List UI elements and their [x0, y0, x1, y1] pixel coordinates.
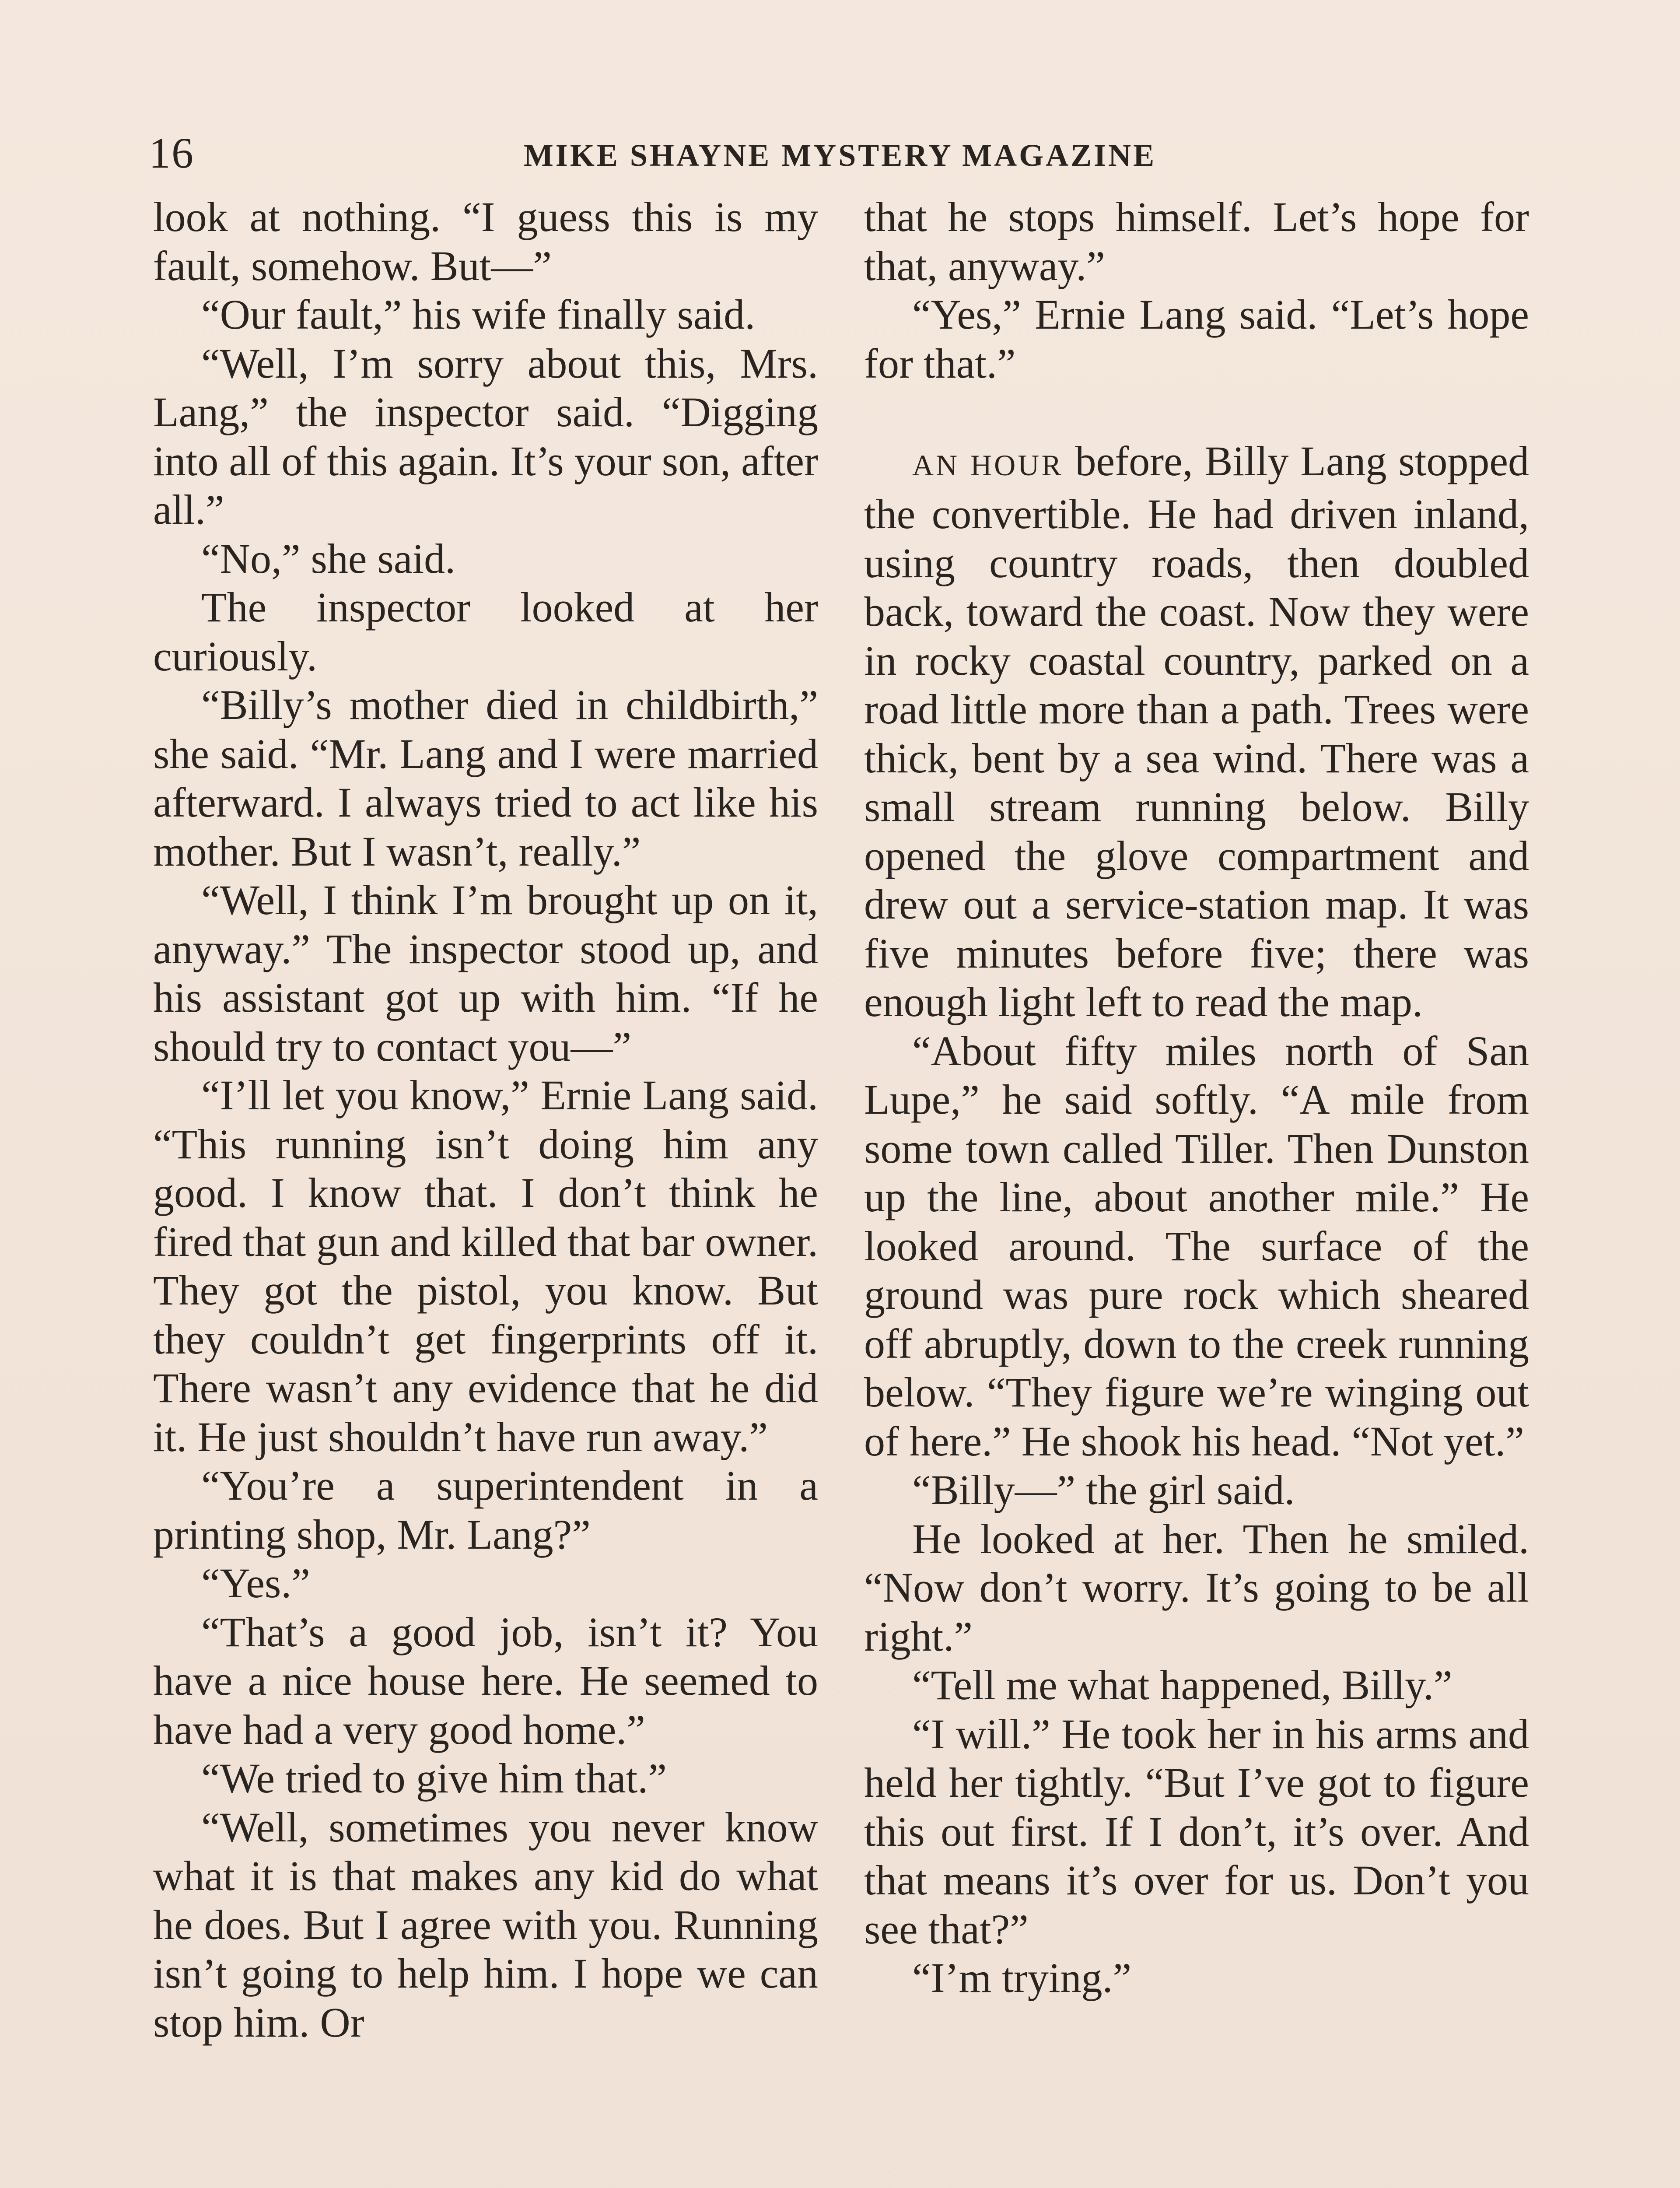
paragraph: “That’s a good job, isn’t it? You have a nice house here. He seemed to have had a very good home.” — [153, 1608, 818, 1753]
paragraph: look at nothing. “I guess this is my fault, somehow. But—” — [153, 193, 818, 289]
paragraph: “Yes,” Ernie Lang said. “Let’s hope for that.” — [864, 291, 1529, 387]
paragraph: “No,” she said. — [201, 535, 456, 582]
paragraph: The inspector looked at her curiously. — [153, 584, 818, 680]
paragraph: “Tell me what happened, Billy.” — [912, 1662, 1452, 1708]
paragraph-text: before, Billy Lang stopped the convertible. He had driven inland, using country roads, then doubled back, toward the coast. Now they were in rocky coastal country, parked on a road little more than a path. Trees were thick, bent by a sea wind. There was a small stream running below. Billy opened the glove compartment and drew out a service-station map. It was five minutes before five; there was enough light left to read the map. — [864, 437, 1529, 1025]
paragraph: “You’re a superintendent in a printing shop, Mr. Lang?” — [153, 1462, 818, 1558]
section-opening-paragraph — [864, 437, 1529, 1027]
left-column — [153, 193, 818, 2047]
running-title: MIKE SHAYNE MYSTERY MAGAZINE — [523, 138, 1157, 173]
paragraph: “Our fault,” his wife finally said. — [201, 291, 756, 338]
paragraph: “We tried to give him that.” — [201, 1755, 667, 1802]
paragraph: “I’m trying.” — [912, 1954, 1132, 2001]
page-header — [149, 127, 1531, 179]
paragraph: “I’ll let you know,” Ernie Lang said. “This running isn’t doing him any good. I know that. I don’t think he fired that gun and killed that bar owner. They got the pistol, you know. But they couldn’t get fingerprints off it. There wasn’t any evidence that he did it. He just shouldn’t have run away.” — [153, 1072, 818, 1460]
paragraph: “Well, sometimes you never know what it is that makes any kid do what he does. But I agree with you. Running isn’t going to help him. I hope we can stop him. Or — [153, 1803, 818, 2046]
paragraph: “Yes.” — [201, 1560, 310, 1606]
paragraph: “Billy’s mother died in childbirth,” she said. “Mr. Lang and I were married afterward. I always tried to act like his mother. But I wasn’t, really.” — [153, 681, 818, 875]
paragraph: that he stops himself. Let’s hope for that, anyway.” — [864, 193, 1529, 289]
paragraph: He looked at her. Then he smiled. “Now don’t worry. It’s going to be all right.” — [864, 1515, 1529, 1660]
right-column — [864, 193, 1529, 2002]
paragraph: “I will.” He took her in his arms and held her tightly. “But I’ve got to figure this out first. If I don’t, it’s over. And that means it’s over for us. Don’t you see that?” — [864, 1710, 1529, 1953]
paragraph: “Well, I think I’m brought up on it, anyway.” The inspector stood up, and his assistant got up with him. “If he should try to contact you—” — [153, 877, 818, 1070]
page-number: 16 — [149, 129, 194, 177]
paragraph: “Billy—” the girl said. — [912, 1466, 1295, 1513]
paragraph: “About fifty miles north of San Lupe,” he said softly. “A mile from some town called Tiller. Then Dunston up the line, about another mile.” He looked around. The surface of the ground was pure rock which sheared off abruptly, down to the creek running below. “They figure we’re winging out of here.” He shook his head. “Not yet.” — [864, 1027, 1529, 1465]
paragraph: “Well, I’m sorry about this, Mrs. Lang,” the inspector said. “Digging into all of this again. It’s your son, after all.” — [153, 340, 818, 533]
small-caps-lead: AN HOUR — [912, 448, 1064, 482]
